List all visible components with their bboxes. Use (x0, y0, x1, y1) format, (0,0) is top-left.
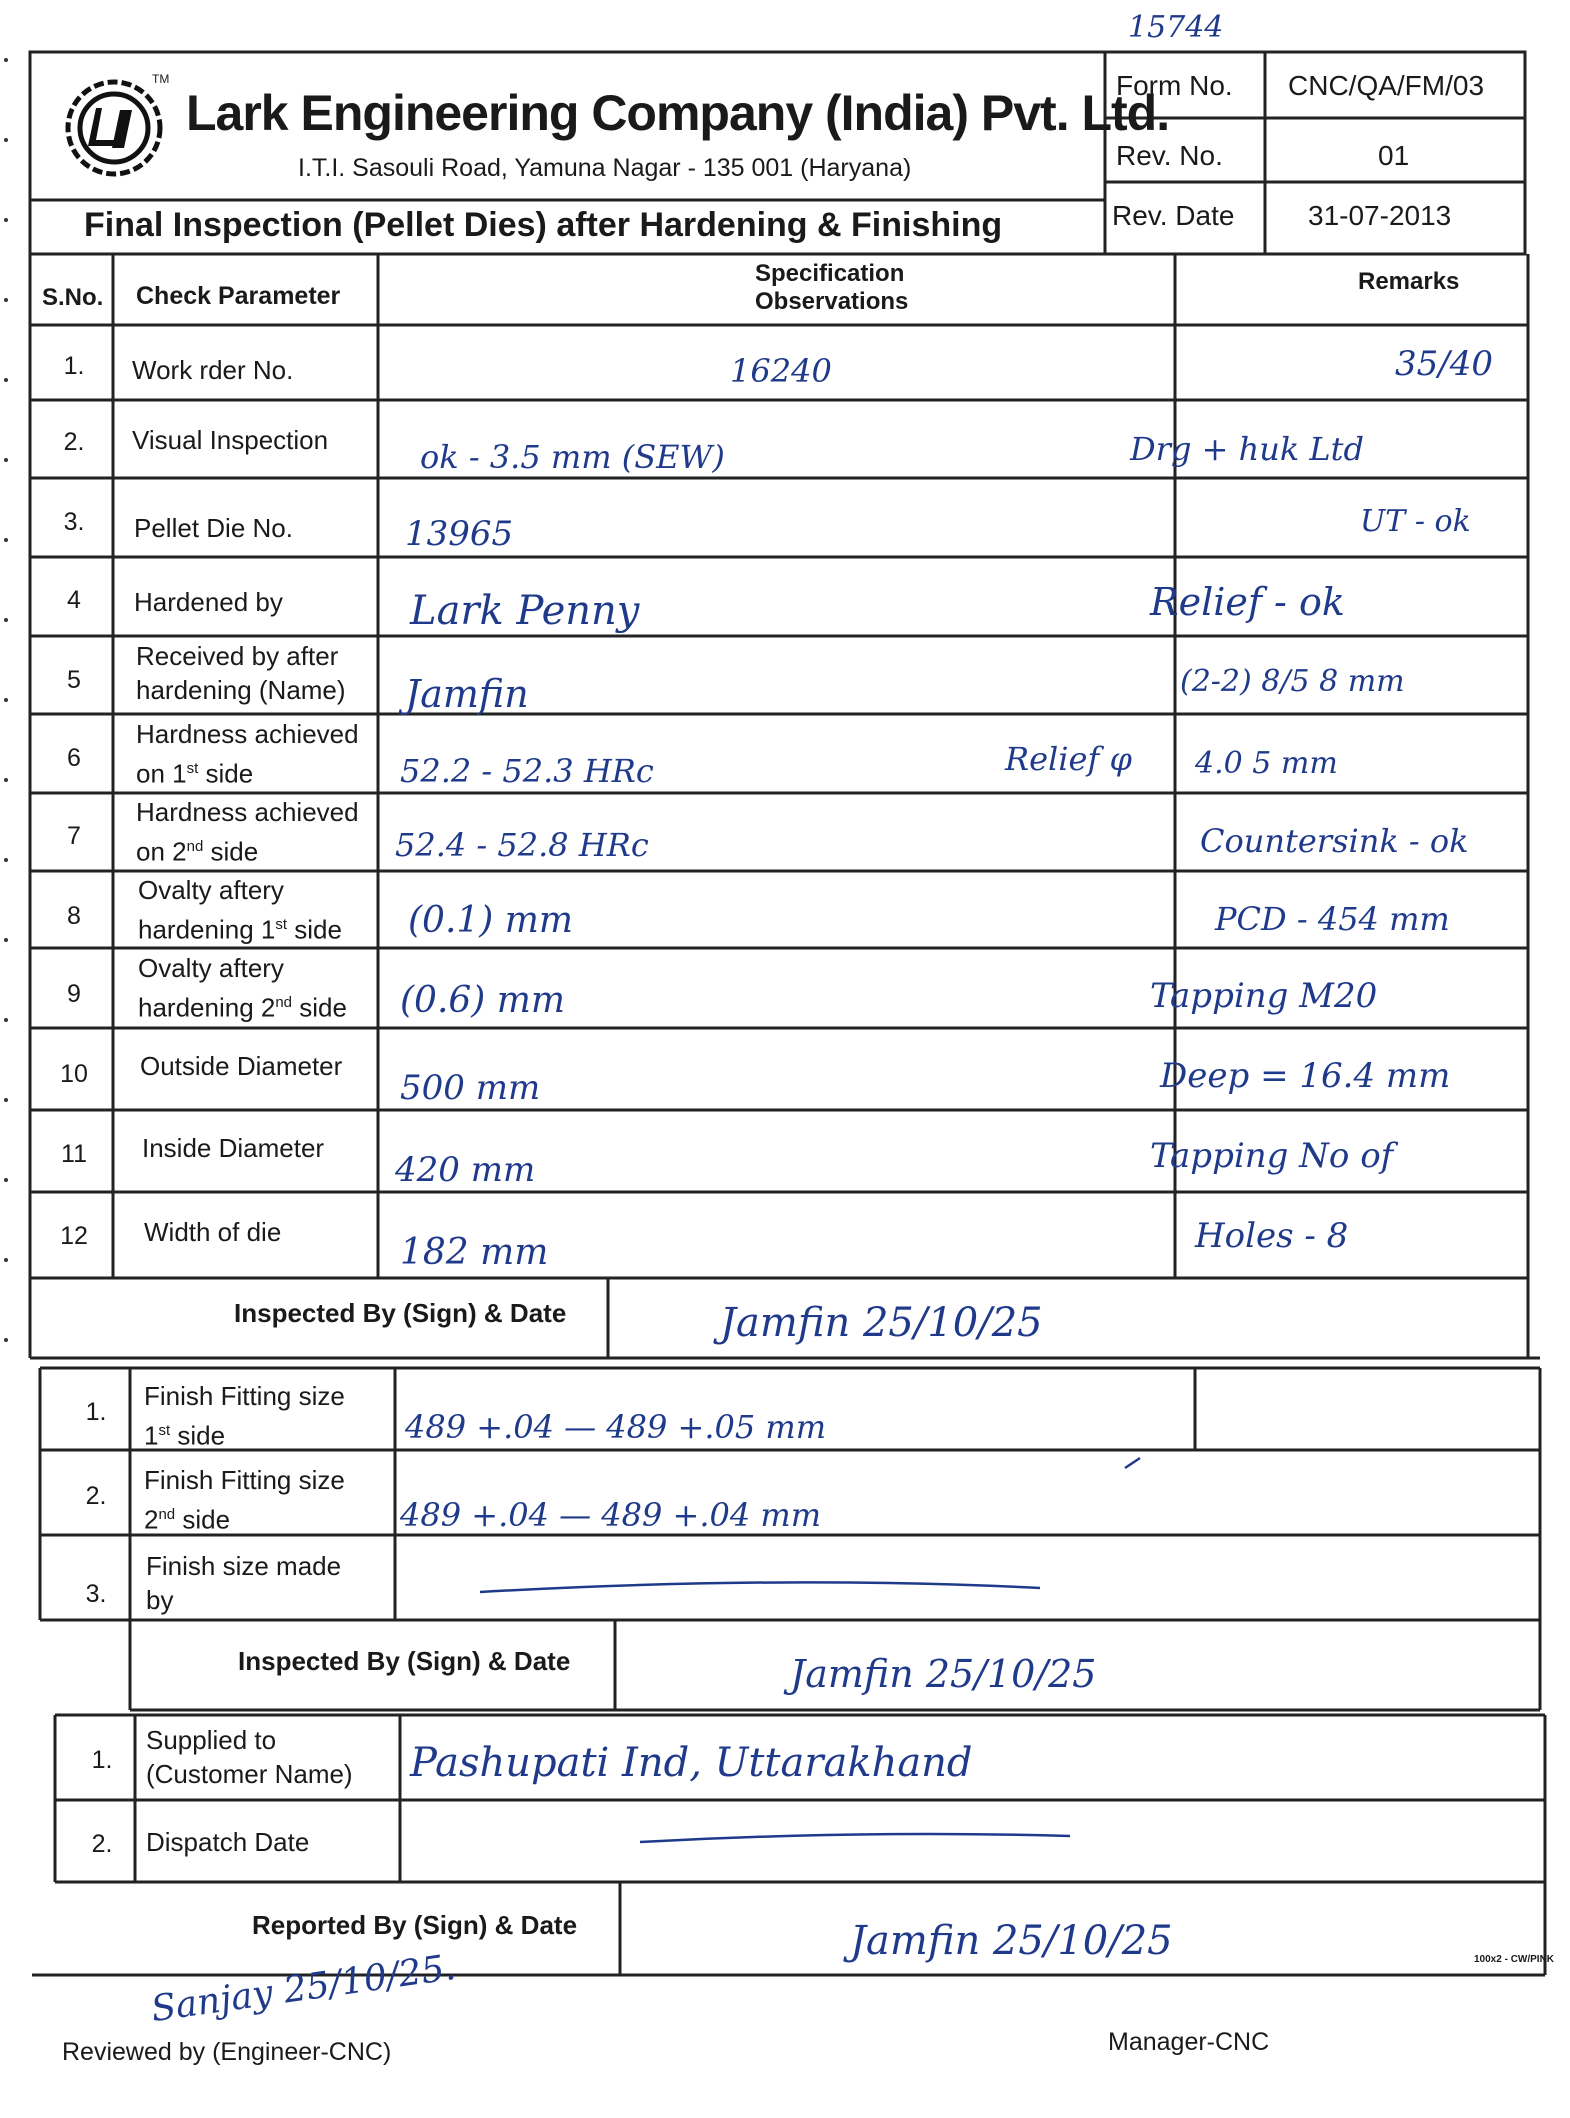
supply-row-1-param-line2: (Customer Name) (146, 1759, 353, 1789)
row-12-remark: Holes - 8 (1195, 1216, 1349, 1256)
row-7-observation: 52.4 - 52.8 HRc (395, 826, 649, 864)
header-remarks: Remarks (1358, 268, 1460, 295)
row-4-param: Hardened by (134, 587, 283, 617)
reported-signature: Jamfin 25/10/25 (850, 1918, 1173, 1964)
fit-row-1-sno: 1. (85, 1398, 107, 1426)
row-6-param-line2: on 1st side (136, 758, 254, 789)
inspected-by-label-2: Inspected By (Sign) & Date (238, 1646, 571, 1676)
row-8-param-line2: hardening 1st side (138, 914, 342, 945)
row-4-sno: 4 (67, 586, 81, 614)
row-8-param-line1: Ovalty aftery (138, 875, 284, 905)
fit-row-1-observation: 489 +.04 — 489 +.05 mm (405, 1408, 827, 1446)
row-2-remark: Drg + huk Ltd (1130, 430, 1364, 468)
row-7-remark: Countersink - ok (1200, 822, 1469, 860)
header-check-parameter: Check Parameter (136, 282, 341, 310)
row-11-param: Inside Diameter (142, 1133, 325, 1163)
row-2-sno: 2. (63, 428, 85, 456)
row-5-sno: 5 (67, 666, 81, 694)
row-6-param-line1: Hardness achieved (136, 719, 359, 749)
row-9-sno: 9 (67, 980, 81, 1008)
row-8-remark: PCD - 454 mm (1215, 900, 1450, 938)
fit-row-2-sno: 2. (85, 1482, 107, 1510)
company-logo (62, 72, 172, 182)
row-7-param-line1: Hardness achieved (136, 797, 359, 827)
row-12-observation: 182 mm (400, 1232, 549, 1273)
rev-no-label: Rev. No. (1116, 140, 1223, 171)
company-name: Lark Engineering Company (India) Pvt. Ltd. (186, 85, 1170, 141)
row-8-observation: (0.1) mm (408, 900, 574, 941)
row-10-param: Outside Diameter (140, 1051, 343, 1081)
top-note: 15744 (1128, 10, 1224, 45)
row-2-param: Visual Inspection (132, 425, 329, 455)
row-8-sno: 8 (67, 902, 81, 930)
row-6-observation: 52.2 - 52.3 HRc (400, 752, 654, 790)
fit-row-1-param-line1: Finish Fitting size (144, 1381, 345, 1411)
rev-date-label: Rev. Date (1112, 200, 1235, 231)
row-5-remark: (2-2) 8/5 8 mm (1180, 664, 1405, 699)
fit-row-2-param-line1: Finish Fitting size (144, 1465, 345, 1495)
row-5-observation: Jamfin (405, 672, 529, 716)
row-4-observation: Lark Penny (410, 588, 640, 634)
row-1-param: Work rder No. (132, 355, 294, 385)
row-11-sno: 11 (61, 1140, 87, 1168)
row-7-sno: 7 (67, 822, 81, 850)
row-11-observation: 420 mm (395, 1150, 536, 1190)
reviewed-by-label: Reviewed by (Engineer-CNC) (62, 2038, 392, 2066)
inspected-signature-1: Jamfin 25/10/25 (720, 1300, 1043, 1346)
supply-row-1-sno: 1. (91, 1746, 113, 1774)
form-no-value: CNC/QA/FM/03 (1288, 70, 1485, 101)
row-9-observation: (0.6) mm (400, 980, 566, 1021)
row-5-param-line2: hardening (Name) (136, 675, 346, 705)
header-specification: Specification (755, 260, 905, 287)
row-1-remark: 35/40 (1395, 344, 1493, 384)
reviewer-signature: Sanjay 25/10/25. (148, 1946, 459, 2031)
supply-row-2-sno: 2. (91, 1830, 113, 1858)
row-4-remark: Relief - ok (1150, 580, 1345, 624)
row-6-remark: 4.0 5 mm (1195, 746, 1338, 781)
supply-row-2-param: Dispatch Date (146, 1827, 310, 1857)
row-3-remark: UT - ok (1360, 504, 1471, 539)
reported-by-label: Reported By (Sign) & Date (252, 1910, 578, 1940)
fit-row-1-param-line2: 1st side (144, 1420, 226, 1451)
row-2-observation: ok - 3.5 mm (SEW) (420, 438, 725, 476)
header-observations: Observations (755, 288, 909, 315)
row-10-sno: 10 (60, 1060, 88, 1088)
header-sno: S.No. (42, 284, 104, 311)
rev-no-value: 01 (1378, 140, 1410, 171)
row-12-param: Width of die (144, 1217, 282, 1247)
row-9-remark: Tapping M20 (1150, 976, 1378, 1016)
row-9-param-line2: hardening 2nd side (138, 992, 347, 1023)
row-1-sno: 1. (63, 352, 85, 380)
row-6-observation-extra: Relief φ (1005, 740, 1132, 778)
form-no-label: Form No. (1116, 70, 1233, 101)
form-title: Final Inspection (Pellet Dies) after Hardening & Finishing (84, 206, 1003, 244)
row-12-sno: 12 (60, 1222, 88, 1250)
row-3-sno: 3. (63, 508, 85, 536)
row-11-remark: Tapping No of (1150, 1136, 1394, 1176)
row-5-param-line1: Received by after (136, 641, 339, 671)
row-10-remark: Deep = 16.4 mm (1160, 1056, 1451, 1096)
row-1-observation: 16240 (730, 352, 832, 390)
row-3-observation: 13965 (405, 514, 514, 554)
trademark-mark: TM (152, 72, 170, 86)
row-7-param-line2: on 2nd side (136, 836, 259, 867)
fit-row-3-param-line2: by (146, 1585, 174, 1615)
row-10-observation: 500 mm (400, 1068, 541, 1108)
fit-row-3-sno: 3. (85, 1580, 107, 1608)
fit-row-2-param-line2: 2nd side (144, 1504, 231, 1535)
inspected-signature-2: Jamfin 25/10/25 (790, 1652, 1097, 1696)
row-9-param-line1: Ovalty aftery (138, 953, 284, 983)
rev-date-value: 31-07-2013 (1308, 200, 1452, 231)
fit-row-2-observation: 489 +.04 — 489 +.04 mm (400, 1496, 822, 1534)
paper-code: 100x2 - CW/PINK (1474, 1954, 1555, 1965)
row-6-sno: 6 (67, 744, 81, 772)
fit-row-3-param-line1: Finish size made (146, 1551, 342, 1581)
supply-row-1-observation: Pashupati Ind, Uttarakhand (410, 1740, 973, 1786)
manager-label: Manager-CNC (1108, 2028, 1270, 2056)
row-3-param: Pellet Die No. (134, 513, 293, 543)
supply-row-1-param-line1: Supplied to (146, 1725, 277, 1755)
inspected-by-label-1: Inspected By (Sign) & Date (234, 1298, 567, 1328)
company-address: I.T.I. Sasouli Road, Yamuna Nagar - 135 001 (Haryana) (298, 154, 912, 182)
